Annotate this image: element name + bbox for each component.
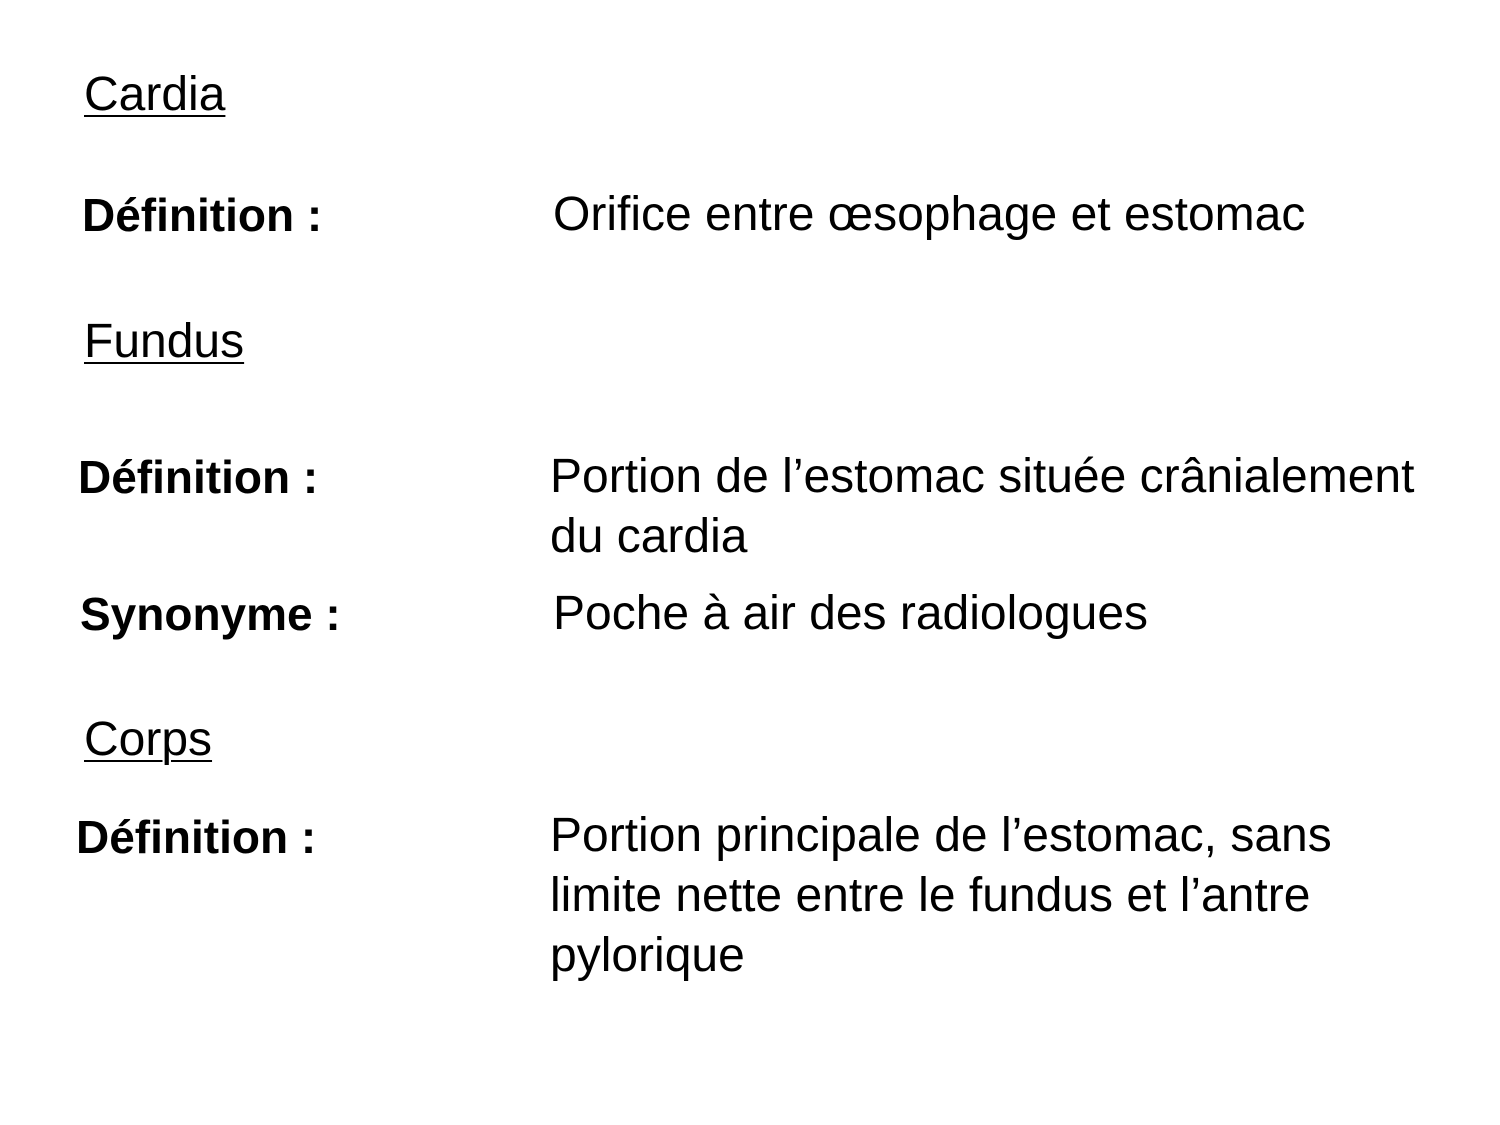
definition-value-fundus xyxy=(550,447,1414,567)
definition-line: du cardia xyxy=(550,510,748,563)
synonym-line: Poche à air des radiologues xyxy=(553,587,1149,640)
definition-line: Orifice entre œsophage et estomac xyxy=(553,188,1306,241)
definition-value-corps xyxy=(550,806,1332,986)
definition-line: Portion de l’estomac située crânialement xyxy=(550,450,1415,503)
section-heading-corps: Corps xyxy=(84,713,213,766)
definition-line: limite nette entre le fundus et l’antre xyxy=(550,869,1311,922)
definition-value-cardia xyxy=(553,185,1305,245)
section-heading-cardia: Cardia xyxy=(84,68,226,121)
definition-label-corps: Définition : xyxy=(76,811,317,863)
definition-line: pylorique xyxy=(550,929,745,982)
definition-label-fundus: Définition : xyxy=(78,451,319,503)
section-heading-fundus: Fundus xyxy=(84,315,245,368)
synonym-label-fundus: Synonyme : xyxy=(80,588,341,640)
synonym-value-fundus xyxy=(553,584,1148,644)
definition-line: Portion principale de l’estomac, sans xyxy=(550,809,1332,862)
definition-label-cardia: Définition : xyxy=(82,189,323,241)
